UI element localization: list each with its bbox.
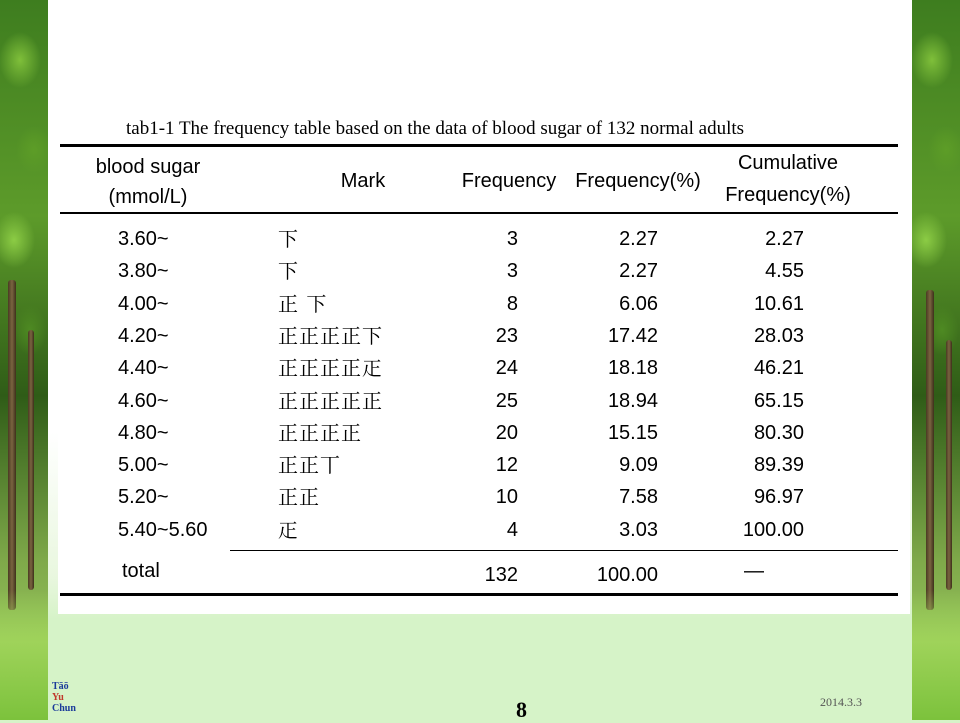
cell-cumulative-pct: 28.03	[753, 325, 804, 347]
cell-tally-mark: 正正	[278, 485, 320, 509]
cell-frequency: 12	[495, 454, 518, 476]
total-cumulative: —	[744, 560, 764, 582]
cell-cumulative-pct: 46.21	[753, 357, 804, 379]
forest-border-left	[0, 0, 48, 720]
cell-frequency-pct: 2.27	[619, 228, 658, 250]
logo-line: Chun	[52, 703, 76, 714]
cell-frequency-pct: 9.09	[619, 454, 658, 476]
grass	[912, 590, 960, 720]
cell-tally-mark: 正 下	[278, 292, 328, 316]
slide	[48, 0, 912, 720]
slide-date: 2014.3.3	[820, 695, 862, 709]
cell-cumulative-pct: 80.30	[753, 422, 804, 444]
cell-frequency-pct: 17.42	[607, 325, 658, 347]
cell-frequency: 4	[506, 519, 518, 541]
header-mark: Mark	[340, 170, 386, 192]
total-frequency-pct: 100.00	[596, 564, 658, 586]
header-frequency: Frequency	[461, 170, 557, 192]
cell-frequency: 25	[495, 390, 518, 412]
cell-frequency-pct: 18.18	[607, 357, 658, 379]
cell-frequency-pct: 18.94	[607, 390, 658, 412]
cell-cumulative-pct: 65.15	[753, 390, 804, 412]
cell-range: 4.40~	[118, 357, 169, 379]
forest-border-right	[912, 0, 960, 720]
cell-frequency: 20	[495, 422, 518, 444]
header-blood-sugar-unit: (mmol/L)	[108, 186, 188, 208]
header-rule	[60, 212, 898, 214]
cell-range: 4.00~	[118, 293, 169, 315]
logo-line: Tāō	[52, 681, 69, 692]
header-blood-sugar: blood sugar	[95, 156, 201, 178]
cell-cumulative-pct: 10.61	[753, 293, 804, 315]
cell-tally-mark: 下	[278, 227, 299, 251]
frequency-table	[58, 104, 910, 614]
cell-frequency: 3	[506, 228, 518, 250]
total-rule	[230, 550, 898, 551]
header-cumulative: Cumulative	[737, 152, 839, 174]
cell-range: 5.20~	[118, 486, 169, 508]
cell-range: 4.80~	[118, 422, 169, 444]
cell-tally-mark: 正正正正正	[278, 389, 383, 413]
cell-frequency-pct: 6.06	[619, 293, 658, 315]
cell-cumulative-pct: 89.39	[753, 454, 804, 476]
cell-range: 4.60~	[118, 390, 169, 412]
tree-trunk	[926, 290, 934, 610]
cell-range: 4.20~	[118, 325, 169, 347]
cell-cumulative-pct: 2.27	[765, 228, 804, 250]
total-label: total	[122, 560, 160, 582]
cell-frequency: 23	[495, 325, 518, 347]
cell-frequency: 3	[506, 260, 518, 282]
cell-frequency-pct: 7.58	[619, 486, 658, 508]
cell-tally-mark: 正正正正	[278, 421, 362, 445]
cell-range: 3.60~	[118, 228, 169, 250]
cell-frequency-pct: 2.27	[619, 260, 658, 282]
cell-frequency: 10	[495, 486, 518, 508]
cell-frequency: 24	[495, 357, 518, 379]
top-rule	[60, 144, 898, 147]
cell-frequency-pct: 3.03	[619, 519, 658, 541]
cell-cumulative-pct: 4.55	[765, 260, 804, 282]
grass	[0, 590, 48, 720]
cell-range: 5.00~	[118, 454, 169, 476]
cell-frequency-pct: 15.15	[607, 422, 658, 444]
total-frequency: 132	[484, 564, 518, 586]
cell-tally-mark: 正正正正下	[278, 324, 383, 348]
cell-range: 5.40~5.60	[118, 519, 208, 541]
cell-frequency: 8	[506, 293, 518, 315]
logo-line: Yu	[52, 692, 64, 703]
tree-trunk	[946, 340, 952, 590]
cell-tally-mark: 𤴓	[278, 518, 299, 542]
cell-tally-mark: 正正丅	[278, 453, 341, 477]
header-frequency-pct: Frequency(%)	[575, 170, 701, 192]
cell-tally-mark: 下	[278, 259, 299, 283]
table-caption: tab1-1 The frequency table based on the data of blood sugar of 132 normal adults	[126, 118, 745, 139]
tree-trunk	[28, 330, 34, 590]
bottom-rule	[60, 593, 898, 596]
cell-cumulative-pct: 100.00	[742, 519, 804, 541]
cell-cumulative-pct: 96.97	[753, 486, 804, 508]
logo	[52, 681, 84, 714]
header-cumulative-pct: Frequency(%)	[725, 184, 851, 206]
cell-range: 3.80~	[118, 260, 169, 282]
tree-trunk	[8, 280, 16, 610]
cell-tally-mark: 正正正正𤴓	[278, 356, 383, 380]
page-number: 8	[516, 697, 527, 722]
